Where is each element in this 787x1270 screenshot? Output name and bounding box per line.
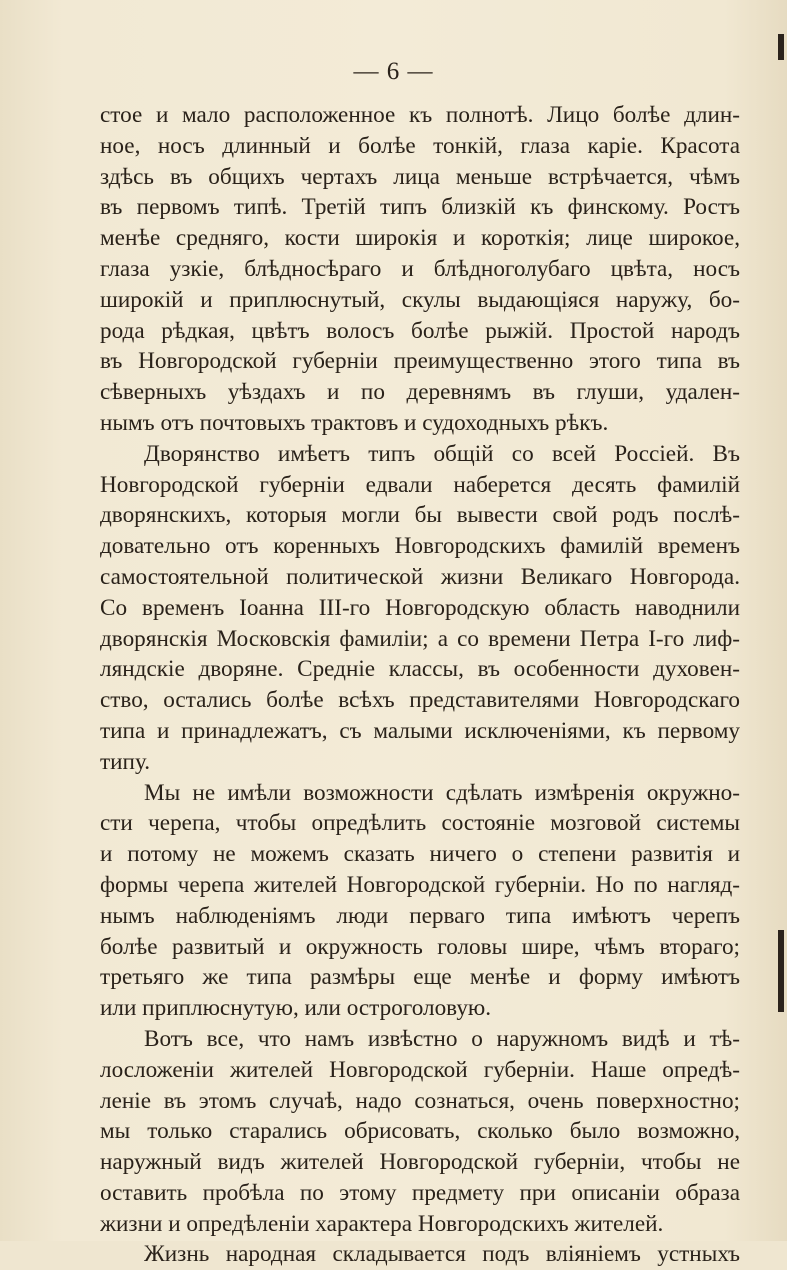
text-line: нымъ отъ почтовыхъ трактовъ и судоходныхъ рѣкъ.	[100, 409, 609, 436]
text-line: въ Новгородской губерніи преимущественно этого типа въ	[100, 348, 740, 375]
paragraph-p3	[100, 778, 740, 1024]
paragraph-p4	[100, 1024, 740, 1240]
text-line: широкій и приплюснутый, скулы выдающіяся наружу, бо-	[100, 286, 740, 313]
text-line: въ первомъ типѣ. Третій типъ близкій къ финскому. Ростъ	[100, 194, 740, 221]
text-line: Мы не имѣли возможности сдѣлать измѣренія окружно-	[144, 779, 740, 806]
text-line: леніе въ этомъ случаѣ, надо сознаться, очень поверхностно;	[100, 1087, 740, 1114]
text-line: третьяго же типа размѣры еще менѣе и форму имѣютъ	[100, 964, 740, 991]
text-line: сти черепа, чтобы опредѣлить состояніе мозговой системы	[100, 810, 740, 837]
text-line: самостоятельной политической жизни Великаго Новгорода.	[100, 563, 740, 590]
text-line: менѣе средняго, кости широкія и короткія; лице широкое,	[100, 225, 740, 252]
text-line: стое и мало расположенное къ полнотѣ. Лицо болѣе длин-	[100, 102, 740, 128]
text-line: дворянскихъ, которыя могли бы вывести свой родъ послѣ-	[100, 502, 740, 529]
text-line: сѣверныхъ уѣздахъ и по деревнямъ въ глуши, удален-	[100, 379, 740, 406]
text-line: формы черепа жителей Новгородской губерніи. Но по нагляд-	[100, 871, 740, 898]
text-line: Вотъ все, что намъ извѣстно о наружномъ видѣ и тѣ-	[144, 1025, 740, 1052]
text-line: лосложеніи жителей Новгородской губерніи. Наше опредѣ-	[100, 1056, 740, 1083]
text-line: довательно отъ коренныхъ Новгородскихъ фамилій временъ	[100, 533, 740, 560]
text-line: или приплюснутую, или остроголовую.	[100, 995, 492, 1022]
paragraph-p5	[100, 1239, 740, 1270]
page-number: — 6 —	[353, 58, 434, 85]
edge-mark	[778, 930, 784, 1012]
text-line: оставить пробѣла по этому предмету при описаніи образа	[100, 1179, 740, 1206]
text-line: Со временъ Іоанна III-го Новгородскую область наводнили	[100, 594, 740, 621]
text-line: нымъ наблюденіямъ люди перваго типа имѣютъ черепъ	[100, 902, 740, 929]
text-line: наружный видъ жителей Новгородской губерніи, чтобы не	[100, 1149, 740, 1176]
text-line: ное, носъ длинный и болѣе тонкій, глаза каріе. Красота	[100, 132, 740, 159]
text-line: болѣе развитый и окружность головы шире, чѣмъ втораго;	[100, 933, 740, 960]
text-line: Жизнь народная складывается подъ вліяніемъ устныхъ	[144, 1241, 740, 1268]
paragraph-p2	[100, 439, 740, 778]
text-line: типу.	[100, 748, 151, 775]
text-line: рода рѣдкая, цвѣтъ волосъ болѣе рыжій. Простой народъ	[100, 317, 740, 344]
text-line: и потому не можемъ сказать ничего о степени развитія и	[100, 841, 740, 868]
text-line: мы только старались обрисовать, сколько было возможно,	[100, 1118, 740, 1145]
paragraph-p1	[100, 100, 740, 439]
text-line: ство, остались болѣе всѣхъ представителями Новгородскаго	[100, 687, 740, 714]
text-line: здѣсь въ общихъ чертахъ лица меньше встрѣчается, чѣмъ	[100, 163, 740, 190]
text-line: ляндскіе дворяне. Средніе классы, въ особенности духовен-	[100, 656, 740, 683]
text-line: жизни и опредѣленіи характера Новгородскихъ жителей.	[100, 1210, 664, 1237]
text-line: глаза узкіе, блѣдносѣраго и блѣдноголубаго цвѣта, носъ	[100, 255, 740, 282]
text-line: Новгородской губерніи едвали наберется десять фамилій	[100, 471, 740, 498]
text-line: типа и принадлежатъ, съ малыми исключеніями, къ первому	[100, 717, 740, 744]
body-text	[100, 100, 740, 1270]
text-line: дворянскія Московскія фамиліи; а со времени Петра I-го лиф-	[100, 625, 740, 652]
text-line: Дворянство имѣетъ типъ общій со всей Россіей. Въ	[144, 440, 740, 467]
edge-mark	[778, 34, 784, 60]
